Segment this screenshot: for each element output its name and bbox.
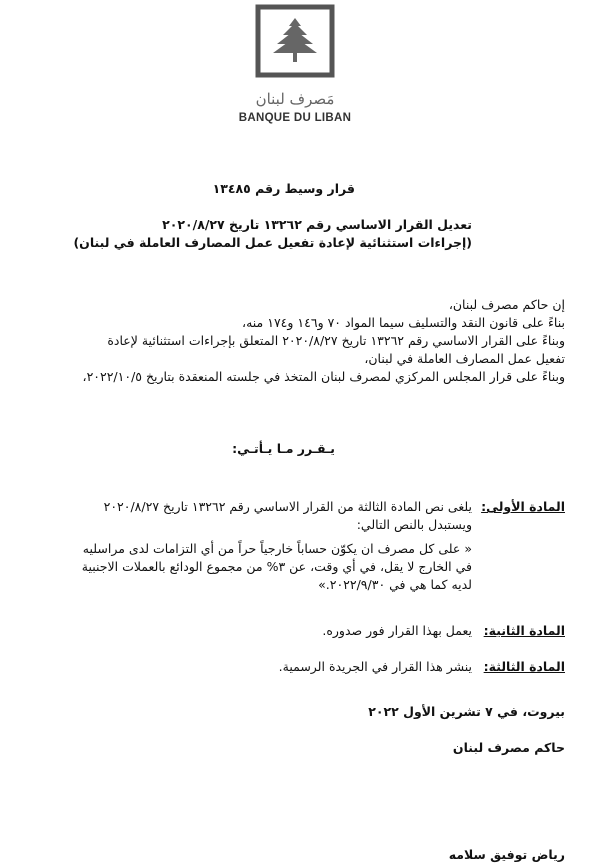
article-1-quote: « على كل مصرف ان يكوّن حساباً خارجياً حراً من أي التزامات لدى مراسليه <box>82 541 472 556</box>
article-3-text: ينشر هذا القرار في الجريدة الرسمية. <box>278 659 472 674</box>
article-1-text: ويستبدل بالنص التالي: <box>356 517 472 532</box>
article-1-text: يلغى نص المادة الثالثة من القرار الاساسي رقم ١٣٢٦٢ تاريخ ٢٠٢٠/٨/٢٧ <box>103 499 472 514</box>
article-1-label: المادة الأولى: <box>481 499 565 514</box>
preamble-line: تفعيل عمل المصارف العاملة في لبنان، <box>364 351 565 366</box>
article-2-text: يعمل بهذا القرار فور صدوره. <box>322 623 472 638</box>
signatory-title: حاكم مصرف لبنان <box>452 740 565 755</box>
article-3-label: المادة الثالثة: <box>483 659 565 674</box>
amendment-title: تعديل القرار الاساسي رقم ١٣٢٦٢ تاريخ ٢٠٢٠/٨/٢٧ <box>162 217 472 232</box>
cedar-logo <box>255 4 335 78</box>
preamble-line: بناءً على قانون النقد والتسليف سيما المواد ٧٠ و١٤٦ و١٧٤ منه، <box>242 315 565 330</box>
decides-heading: يـقـرر مـا يـأتـي: <box>232 441 335 456</box>
signatory-name: رياض توفيق سلامه <box>448 847 565 862</box>
article-1-quote: لديه كما هي في ٢٠٢٢/٩/٣٠.» <box>318 577 472 592</box>
decision-number: قرار وسيط رقم ١٣٤٨٥ <box>212 181 355 196</box>
article-1-quote: في الخارج لا يقل، في أي وقت، عن ٣% من مجموع الودائع بالعملات الاجنبية <box>81 559 472 574</box>
subject-title: (إجراءات استثنائية لإعادة تفعيل عمل المصارف العاملة في لبنان) <box>73 235 472 250</box>
preamble-line: إن حاكم مصرف لبنان، <box>448 297 565 312</box>
preamble-line: وبناءً على قرار المجلس المركزي لمصرف لبنان المتخذ في جلسته المنعقدة بتاريخ ٢٠٢٢/١٠/٥، <box>82 369 565 384</box>
article-2-label: المادة الثانية: <box>483 623 565 638</box>
place-date: بيروت، في ٧ تشرين الأول ٢٠٢٢ <box>368 704 565 719</box>
preamble-line: وبناءً على القرار الاساسي رقم ١٣٢٦٢ تاريخ ٢٠٢٠/٨/٢٧ المتعلق بإجراءات استثنائية لإعادة <box>107 333 565 348</box>
logo-arabic-wordmark: مَصرف لبنان <box>255 90 335 108</box>
logo-latin-wordmark: BANQUE DU LIBAN <box>238 112 352 124</box>
